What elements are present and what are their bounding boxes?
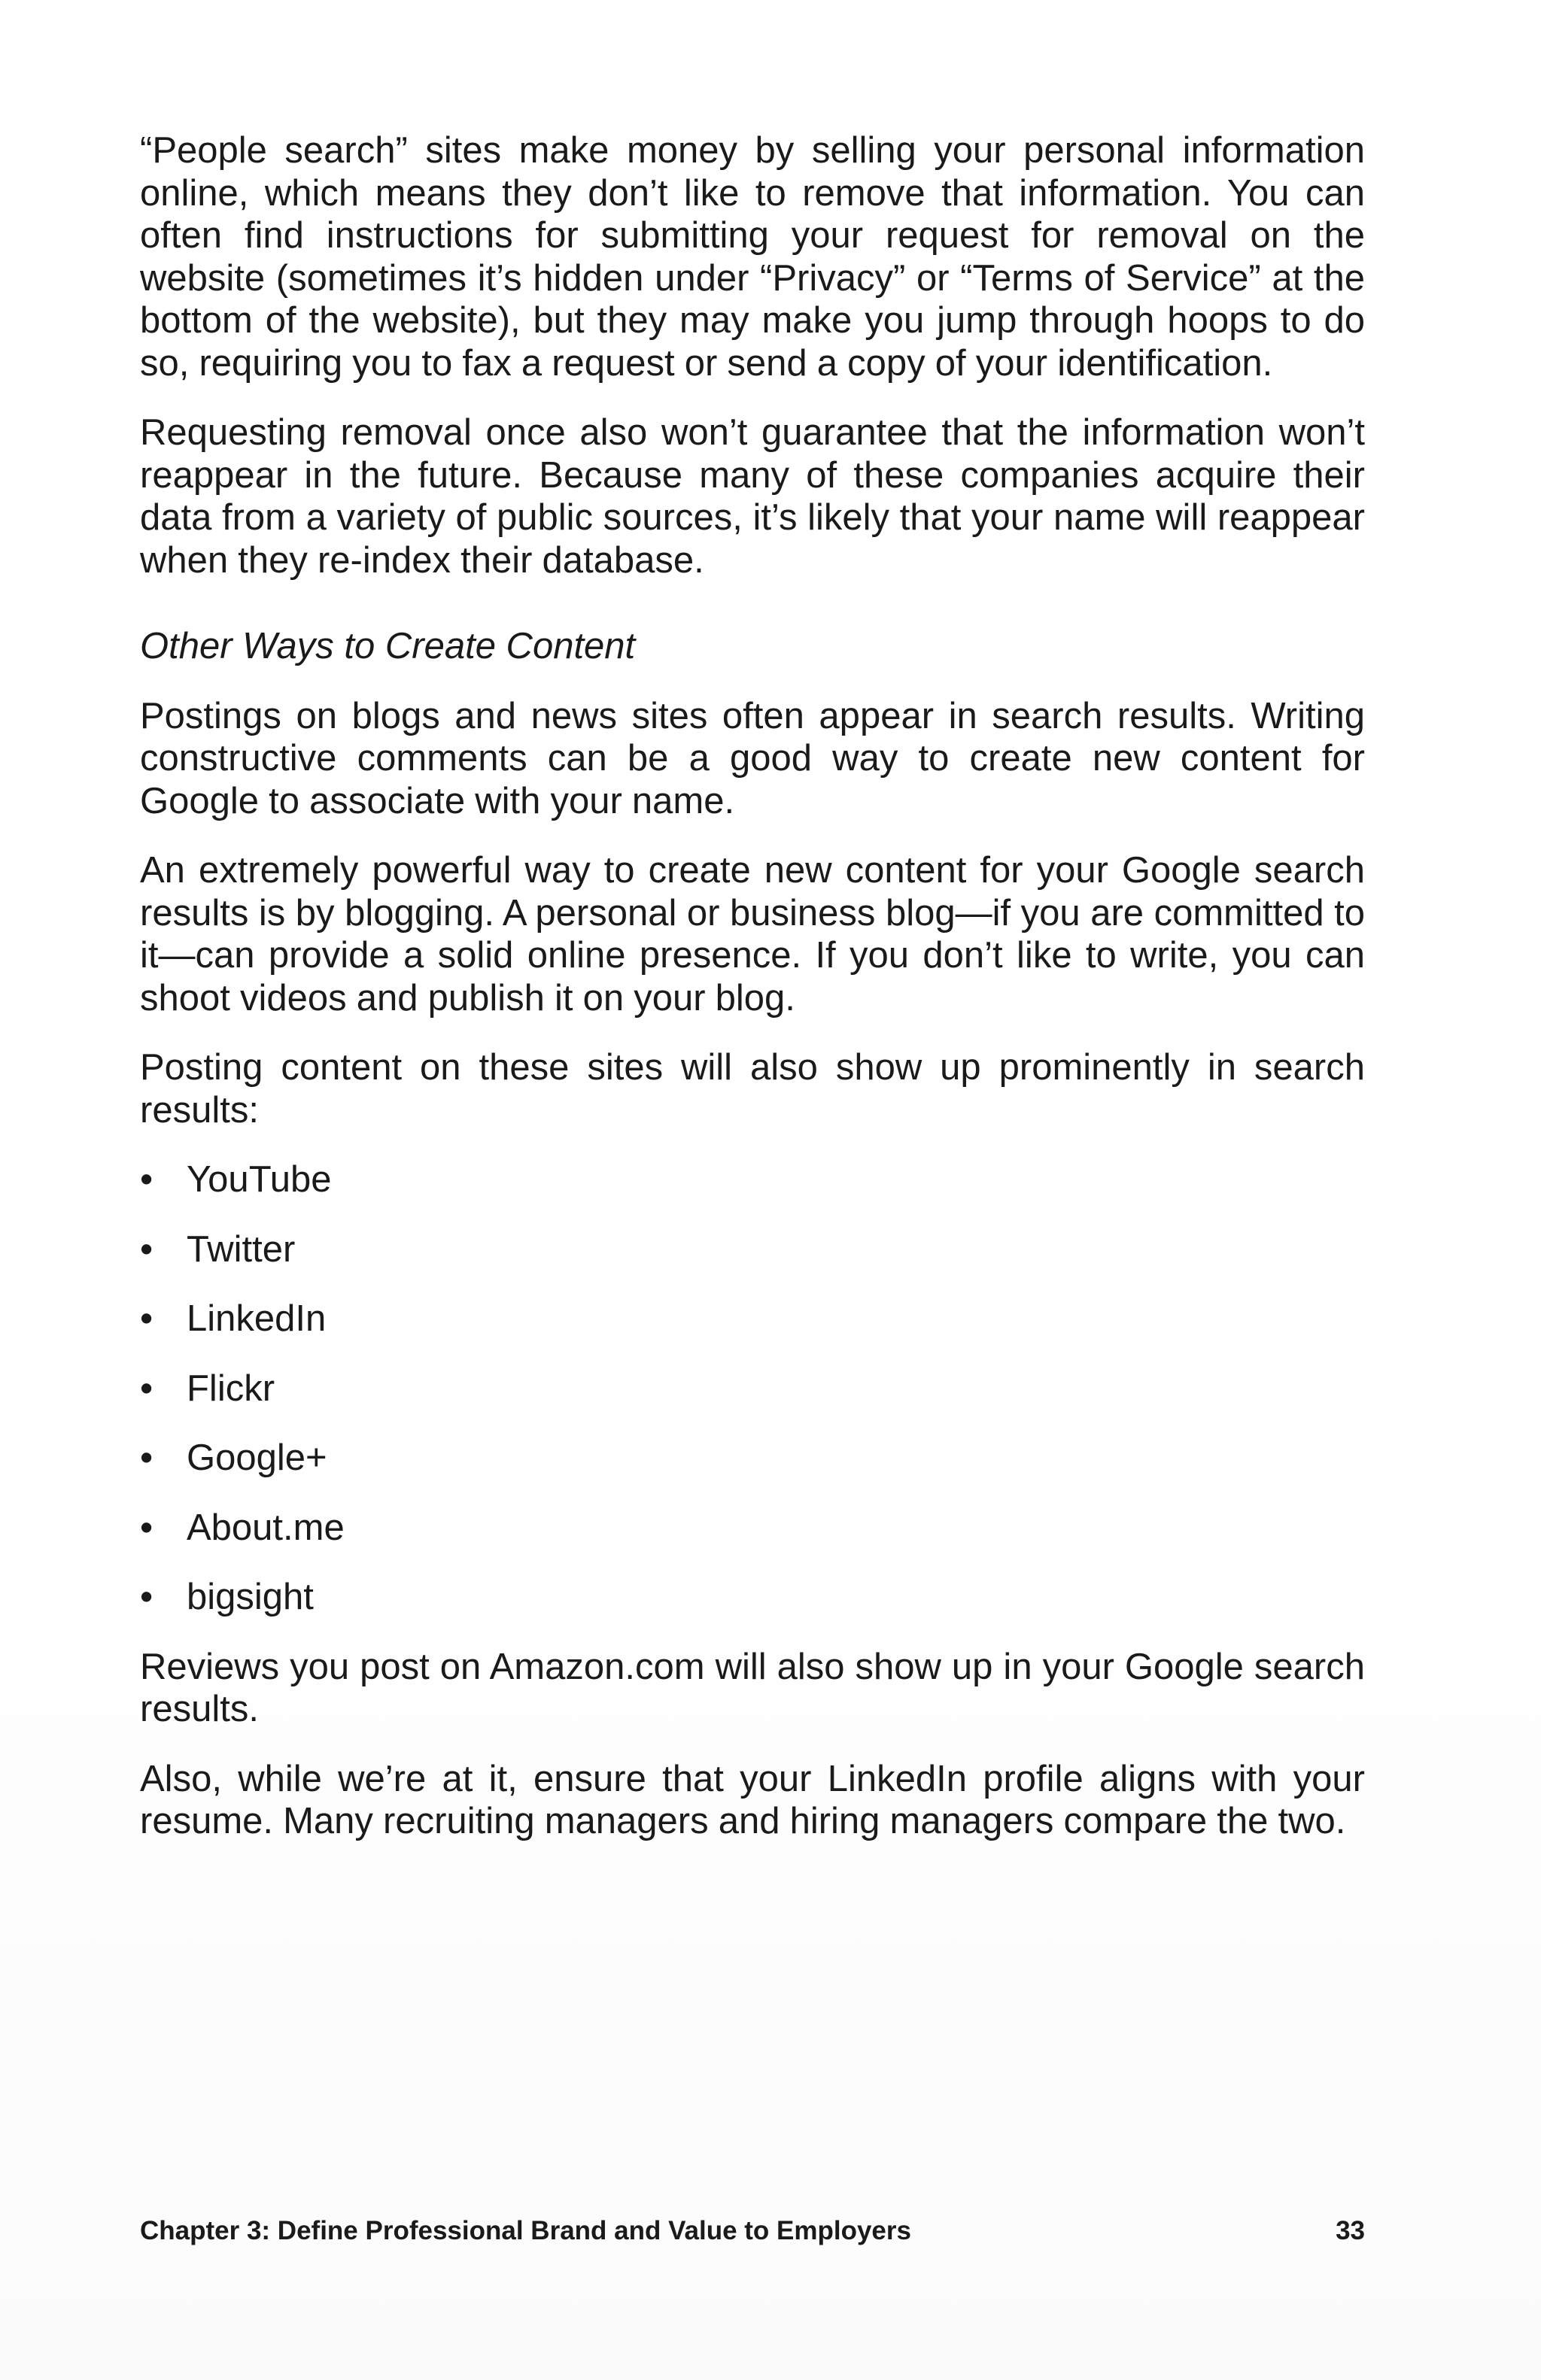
footer-chapter-title: Chapter 3: Define Professional Brand and Value to Employers	[140, 2216, 911, 2245]
bullet-icon: •	[140, 1507, 153, 1548]
site-name: LinkedIn	[187, 1298, 327, 1339]
site-name: Flickr	[187, 1368, 275, 1409]
site-name: YouTube	[187, 1159, 332, 1200]
sites-list	[140, 1158, 1365, 1619]
list-item	[140, 1437, 1365, 1480]
list-item	[140, 1228, 1365, 1271]
paragraph-removal-not-guaranteed: Requesting removal once also won’t guarantee that the information won’t reappear in the future. Because many of these companies acquire their data from a variety of public sources, it’s likely that your name will reappear when they re-index their database.	[140, 412, 1365, 581]
page-number: 33	[1336, 2216, 1365, 2245]
page-body	[140, 129, 1365, 1843]
list-item	[140, 1576, 1365, 1619]
site-name: Twitter	[187, 1228, 296, 1270]
paragraph-people-search-sites: “People search” sites make money by selling your personal information online, which means they don’t like to remove that information. You can often find instructions for submitting your request for removal on the website (sometimes it’s hidden under “Privacy” or “Terms of Service” at the bottom of the website), but they may make you jump through hoops to do so, requiring you to fax a request or send a copy of your identification.	[140, 130, 1365, 384]
bullet-icon: •	[140, 1298, 153, 1339]
list-item	[140, 1507, 1365, 1550]
bullet-icon: •	[140, 1159, 153, 1200]
site-name: bigsight	[187, 1577, 314, 1617]
list-item	[140, 1158, 1365, 1201]
bullet-icon: •	[140, 1577, 153, 1617]
paragraph-amazon-reviews: Reviews you post on Amazon.com will also show up in your Google search results.	[140, 1646, 1365, 1729]
site-name: About.me	[187, 1507, 345, 1548]
paragraph-blogging: An extremely powerful way to create new content for your Google search results is by blogging. A personal or business blog—if you are committed to it—can provide a solid online presence. If you don’t like to write, you can shoot videos and publish it on your blog.	[140, 850, 1365, 1018]
paragraph-sites-intro: Posting content on these sites will also show up prominently in search results:	[140, 1047, 1365, 1131]
site-name: Google+	[187, 1437, 327, 1478]
list-item	[140, 1298, 1365, 1340]
bullet-icon: •	[140, 1437, 153, 1478]
list-item	[140, 1368, 1365, 1410]
paragraph-blog-comments: Postings on blogs and news sites often appear in search results. Writing constructive comments can be a good way to create new content for Google to associate with your name.	[140, 695, 1365, 821]
section-heading: Other Ways to Create Content	[140, 626, 636, 666]
bullet-icon: •	[140, 1368, 153, 1409]
page-footer	[140, 2215, 1365, 2248]
bullet-icon: •	[140, 1228, 153, 1270]
paragraph-linkedin-resume: Also, while we’re at it, ensure that your LinkedIn profile aligns with your resume. Many recruiting managers and hiring managers compare the two.	[140, 1758, 1365, 1841]
